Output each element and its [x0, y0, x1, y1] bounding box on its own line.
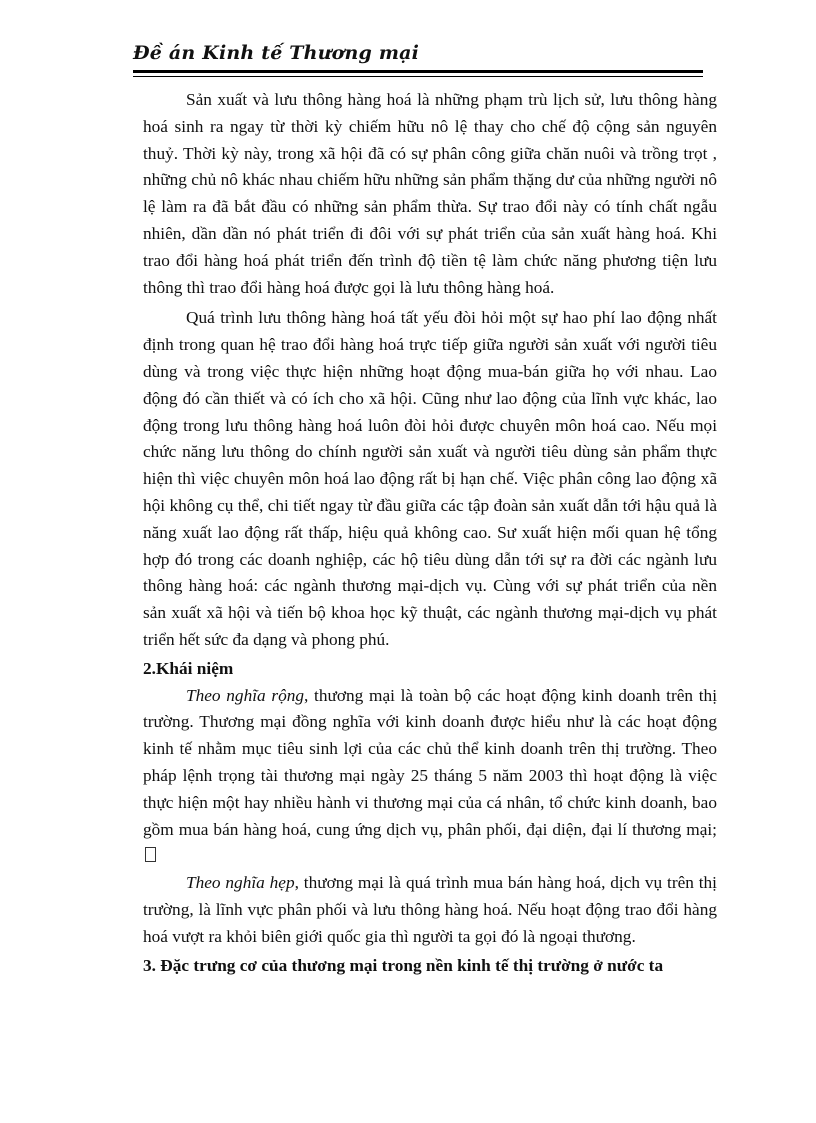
paragraph-narrow-definition	[143, 870, 717, 950]
header-title: Đề án Kinh tế Thương mại	[133, 42, 420, 64]
broad-definition-label: Theo nghĩa rộng	[186, 685, 305, 705]
narrow-definition-label: Theo nghĩa hẹp	[186, 873, 295, 893]
narrow-definition-text: , thương mại là quá trình mua bán hàng hoá, dịch vụ trên thị trường, là lĩnh vực phân phối và lưu thông hàng hoá. Nếu hoạt động trao đổi hàng hoá vượt ra khỏi biên giới quốc gia thì người ta gọi đó là ngoại thương.	[143, 873, 717, 946]
paragraph-circulation-process: Quá trình lưu thông hàng hoá tất yếu đòi hỏi một sự hao phí lao động nhất định trong quan hệ trao đổi hàng hoá trực tiếp giữa người sản xuất với người tiêu dùng và trong việc thực hiện những hoạt động mua-bán giữa họ với nhau. Lao động đó cần thiết và có ích cho xã hội. Cũng như lao động của lĩnh vực khác, lao động trong lưu thông hàng hoá luôn đòi hỏi được chuyên môn hoá cao. Nếu mọi chức năng lưu thông do chính người sản xuất và người tiêu dùng sản phẩm thực hiện thì việc chuyên môn hoá lao động rất bị hạn chế. Việc phân công lao động xã hội không cụ thể, chi tiết ngay từ đầu giữa các tập đoàn sản xuất dẫn tới hậu quả là năng xuất lao động rất thấp, hiệu quả không cao. Sư xuất hiện mối quan hệ tổng hợp đó trong các doanh nghiệp, các hộ tiêu dùng dẫn tới sự ra đời các ngành lưu thông hàng hoá: các ngành thương mại-dịch vụ. Cùng với sự phát triển của nền sản xuất xã hội và tiến bộ khoa học kỹ thuật, các ngành thương mại-dịch vụ phát triển hết sức đa dạng và phong phú.	[143, 308, 717, 649]
header-rule-thick	[133, 70, 703, 73]
missing-glyph-box	[145, 847, 156, 862]
paragraph-broad-definition	[143, 683, 717, 871]
document-body	[143, 87, 717, 979]
heading-characteristics: 3. Đặc trưng cơ của thương mại trong nền kinh tế thị trường ở nước ta	[143, 955, 664, 975]
page-header	[133, 40, 703, 68]
header-rule-thin	[133, 76, 703, 77]
heading-concept: 2.Khái niệm	[143, 658, 234, 678]
paragraph-production-circulation: Sản xuất và lưu thông hàng hoá là những phạm trù lịch sử, lưu thông hàng hoá sinh ra ngay từ thời kỳ chiếm hữu nô lệ thay cho chế độ cộng sản nguyên thuỷ. Thời kỳ này, trong xã hội đã có sự phân công giữa chăn nuôi và trồng trọt , những chủ nô khác nhau chiếm hữu những sản phẩm thặng dư của những người nô lệ làm ra đã bắt đầu có những sản phẩm thừa. Sự trao đổi này có tính chất ngẫu nhiên, dần dần nó phát triển đi đôi với sự phát triển của sản xuất hàng hoá. Khi trao đổi hàng hoá phát triển đến trình độ tiền tệ làm chức năng phương tiện lưu thông thì trao đổi hàng hoá được gọi là lưu thông hàng hoá.	[143, 90, 717, 297]
broad-definition-text: , thương mại là toàn bộ các hoạt động kinh doanh trên thị trường. Thương mại đồng nghĩa với kinh doanh được hiểu như là các hoạt động kinh tế nhằm mục tiêu sinh lợi của các chủ thể kinh doanh trên thị trường. Theo pháp lệnh trọng tài thương mại ngày 25 tháng 5 năm 2003 thì hoạt động là việc thực hiện một hay nhiều hành vi thương mại của cá nhân, tổ chức kinh doanh, bao gồm mua bán hàng hoá, cung ứng dịch vụ, phân phối, đại diện, đại lí thương mại;	[143, 685, 717, 839]
